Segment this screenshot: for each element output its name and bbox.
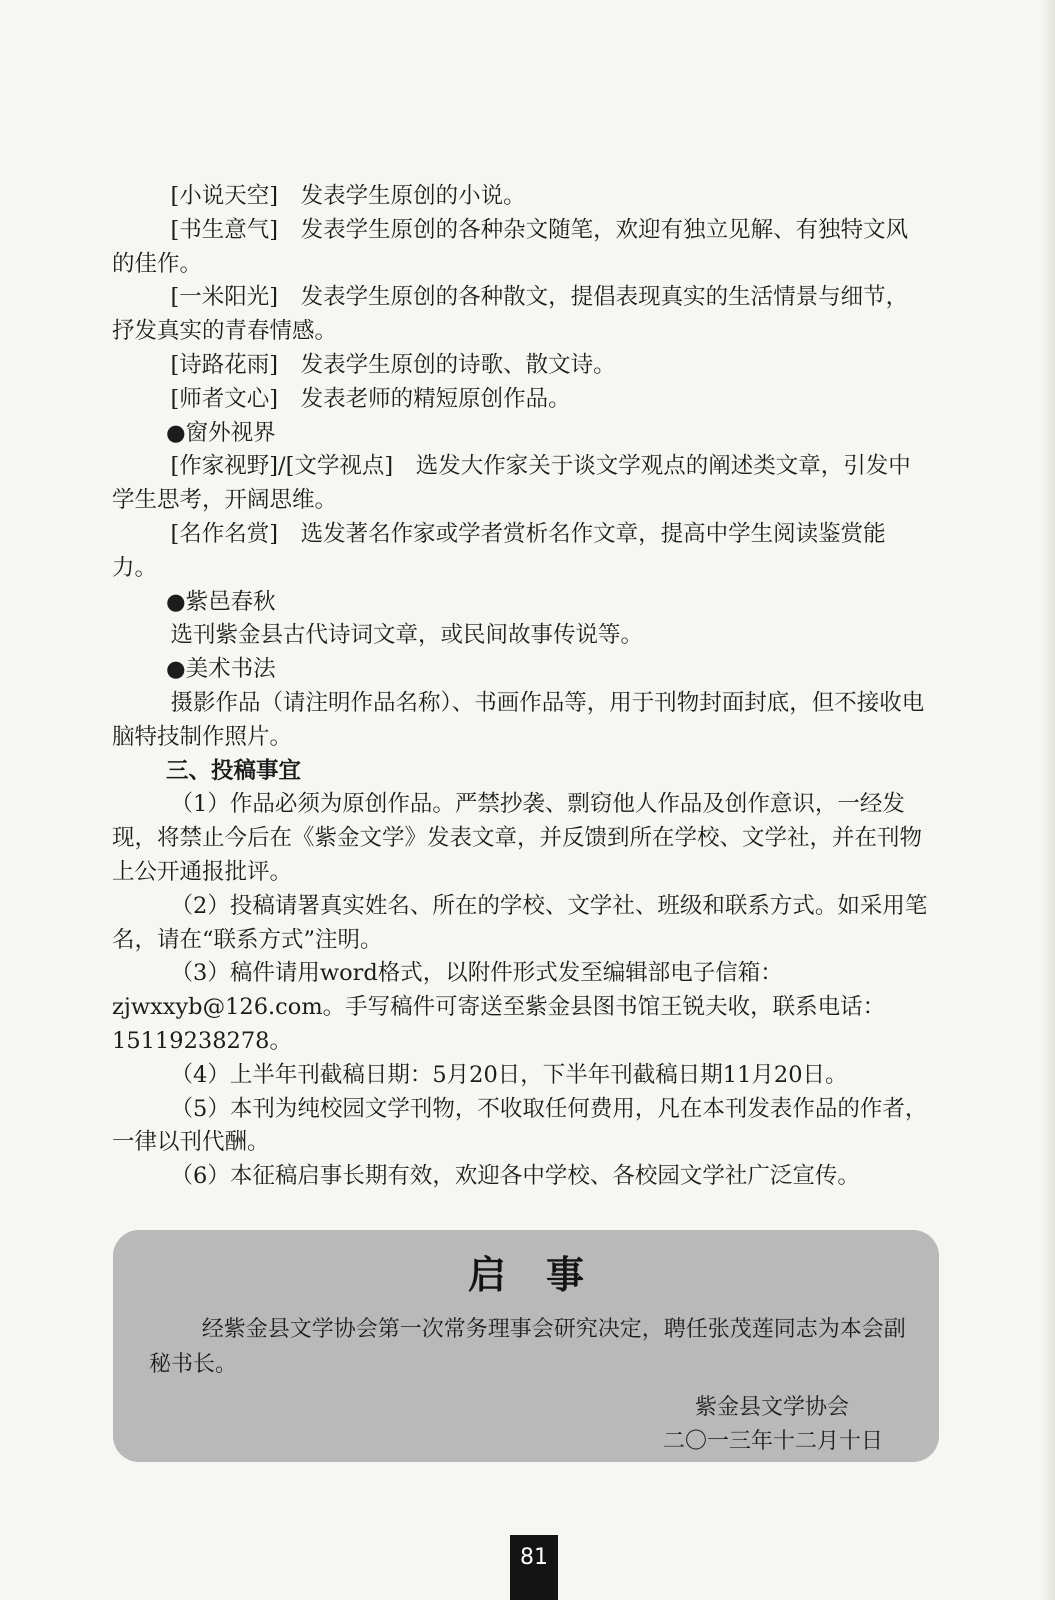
section-heading-window: ●窗外视界 (166, 419, 276, 446)
article-body (112, 180, 928, 1194)
column-item-teacher (112, 383, 928, 417)
notice-body: 经紫金县文学协会第一次常务理事会研究决定，聘任张茂莲同志为本会副秘书长。 (149, 1317, 906, 1377)
section-heading-art: ●美术书法 (166, 656, 276, 683)
notice-date: 二〇一三年十二月十日 (662, 1429, 883, 1454)
section-text-art: 摄影作品（请注明作品名称）、书画作品等，用于刊物封面封底，但不接收电脑特技制作照片。 (112, 689, 925, 750)
column-tag: [诗路花雨] (170, 351, 279, 378)
page-number: 81 (510, 1535, 558, 1600)
column-description: 发表学生原创的小说。 (300, 183, 526, 209)
submission-heading: 三、投稿事宜 (166, 757, 302, 784)
submission-item: （6）本征稿启事长期有效，欢迎各中学校、各校园文学社广泛宣传。 (170, 1163, 860, 1190)
submission-item: （2）投稿请署真实姓名、所在的学校、文学社、班级和联系方式。如采用笔名，请在“联系方式”注明。 (112, 892, 928, 953)
column-item-prose (112, 281, 928, 349)
notice-organization: 紫金县文学协会 (694, 1395, 849, 1420)
column-description: 发表老师的精短原创作品。 (300, 385, 571, 412)
column-tag: [一米阳光] (170, 284, 279, 311)
column-tag: [名作名赏] (170, 520, 279, 547)
section-text-ziyi: 选刊紫金县古代诗词文章，或民间故事传说等。 (170, 622, 644, 649)
column-tag: [作家视野]/[文学视点] (170, 453, 394, 480)
submission-item: （4）上半年刊截稿日期：5月20日，下半年刊截稿日期11月20日。 (170, 1061, 848, 1088)
column-description: 选发著名作家或学者赏析名作文章，提高中学生阅读鉴赏能力。 (112, 520, 886, 581)
submission-item: （1）作品必须为原创作品。严禁抄袭、剽窃他人作品及创作意识，一经发现，将禁止今后在《紫金文学》发表文章，并反馈到所在学校、文学社，并在刊物上公开通报批评。 (112, 791, 923, 885)
column-description: 发表学生原创的各种杂文随笔，欢迎有独立见解、有独特文风的佳作。 (112, 216, 909, 277)
column-tag: [书生意气] (170, 216, 279, 243)
column-tag: [师者文心] (170, 385, 279, 412)
column-item-novel (112, 180, 928, 214)
column-description: 选发大作家关于谈文学观点的阐述类文章，引发中学生思考，开阔思维。 (112, 453, 911, 514)
column-description: 发表学生原创的各种散文，提倡表现真实的生活情景与细节，抒发真实的青春情感。 (112, 284, 909, 345)
notice-box (113, 1230, 939, 1462)
section-heading-ziyi: ●紫邑春秋 (166, 588, 276, 615)
column-tag: [小说天空] (170, 183, 279, 209)
column-item-essay (112, 214, 928, 282)
submission-item: （5）本刊为纯校园文学刊物，不收取任何费用，凡在本刊发表作品的作者，一律以刊代酬。 (112, 1095, 928, 1156)
column-description: 发表学生原创的诗歌、散文诗。 (300, 351, 616, 378)
submission-item: （3）稿件请用word格式，以附件形式发至编辑部电子信箱：zjwxxyb@126.com。手写稿件可寄送至紫金县图书馆王锐夫收，联系电话：15119238278。 (112, 960, 886, 1054)
column-item-writer-view (112, 450, 928, 518)
notice-title: 启事 (467, 1253, 624, 1297)
column-item-masterpiece (112, 518, 928, 586)
column-item-poetry (112, 349, 928, 383)
page-edge (1041, 0, 1055, 1600)
